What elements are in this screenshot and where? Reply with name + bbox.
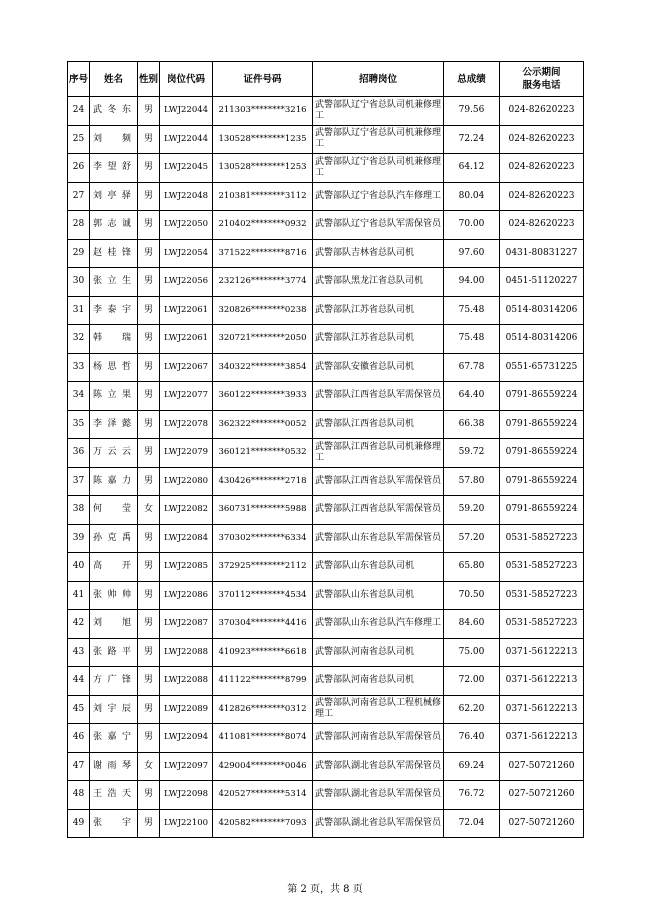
table-row: [68, 182, 584, 211]
cell-code: LWJ22045: [160, 154, 213, 183]
table-row: [68, 581, 584, 610]
cell-id: 420582********7093: [213, 809, 313, 838]
cell-seq: 44: [68, 667, 90, 696]
cell-name: 张帅帅: [90, 581, 138, 610]
cell-gender: 男: [138, 410, 160, 439]
cell-id: 210381********3112: [213, 182, 313, 211]
cell-id: 340322********3854: [213, 353, 313, 382]
table-row: [68, 154, 584, 183]
cell-post: 武警部队辽宁省总队司机兼修理工: [313, 125, 444, 154]
cell-post: 武警部队江西省总队军需保管员: [313, 382, 444, 411]
cell-post: 武警部队江西省总队司机兼修理工: [313, 439, 444, 468]
cell-name: 张嘉宁: [90, 724, 138, 753]
cell-phone: 0514-80314206: [500, 325, 584, 354]
table-row: [68, 638, 584, 667]
cell-gender: 男: [138, 809, 160, 838]
cell-code: LWJ22050: [160, 211, 213, 240]
cell-score: 65.80: [444, 553, 500, 582]
cell-gender: 男: [138, 182, 160, 211]
cell-code: LWJ22056: [160, 268, 213, 297]
cell-gender: 男: [138, 97, 160, 126]
cell-gender: 男: [138, 325, 160, 354]
cell-seq: 45: [68, 695, 90, 724]
cell-gender: 男: [138, 296, 160, 325]
cell-score: 70.50: [444, 581, 500, 610]
cell-score: 64.12: [444, 154, 500, 183]
cell-phone: 0531-58527223: [500, 581, 584, 610]
cell-code: LWJ22067: [160, 353, 213, 382]
cell-name: 刘 旭: [90, 610, 138, 639]
cell-id: 370304********4416: [213, 610, 313, 639]
cell-score: 72.04: [444, 809, 500, 838]
cell-phone: 024-82620223: [500, 97, 584, 126]
cell-id: 429004********0046: [213, 752, 313, 781]
cell-gender: 男: [138, 154, 160, 183]
cell-code: LWJ22098: [160, 781, 213, 810]
table-header-row: [68, 62, 584, 97]
cell-code: LWJ22079: [160, 439, 213, 468]
cell-id: 411122********8799: [213, 667, 313, 696]
cell-id: 320721********2050: [213, 325, 313, 354]
cell-name: 张立生: [90, 268, 138, 297]
cell-score: 75.48: [444, 296, 500, 325]
cell-gender: 女: [138, 752, 160, 781]
cell-id: 372925********2112: [213, 553, 313, 582]
cell-code: LWJ22077: [160, 382, 213, 411]
cell-post: 武警部队江西省总队军需保管员: [313, 467, 444, 496]
cell-phone: 024-82620223: [500, 182, 584, 211]
cell-code: LWJ22085: [160, 553, 213, 582]
table-row: [68, 724, 584, 753]
cell-id: 360121********0532: [213, 439, 313, 468]
cell-seq: 25: [68, 125, 90, 154]
cell-phone: 0531-58527223: [500, 553, 584, 582]
cell-post: 武警部队辽宁省总队汽车修理工: [313, 182, 444, 211]
cell-gender: 男: [138, 524, 160, 553]
cell-phone: 0531-58527223: [500, 524, 584, 553]
cell-id: 430426********2718: [213, 467, 313, 496]
cell-seq: 42: [68, 610, 90, 639]
header-gender: 性别: [138, 62, 160, 97]
cell-score: 75.48: [444, 325, 500, 354]
cell-seq: 36: [68, 439, 90, 468]
cell-name: 武冬东: [90, 97, 138, 126]
cell-id: 410923********6618: [213, 638, 313, 667]
cell-score: 59.72: [444, 439, 500, 468]
table-row: [68, 268, 584, 297]
cell-score: 66.38: [444, 410, 500, 439]
cell-score: 62.20: [444, 695, 500, 724]
cell-id: 411081********8074: [213, 724, 313, 753]
cell-phone: 0431-80831227: [500, 239, 584, 268]
cell-code: LWJ22086: [160, 581, 213, 610]
cell-code: LWJ22087: [160, 610, 213, 639]
cell-name: 方广锋: [90, 667, 138, 696]
table-row: [68, 610, 584, 639]
cell-code: LWJ22044: [160, 97, 213, 126]
table-row: [68, 125, 584, 154]
cell-phone: 0371-56122213: [500, 695, 584, 724]
table-row: [68, 496, 584, 525]
table-row: [68, 667, 584, 696]
cell-seq: 35: [68, 410, 90, 439]
cell-gender: 男: [138, 268, 160, 297]
cell-post: 武警部队湖北省总队军需保管员: [313, 781, 444, 810]
cell-id: 412826********0312: [213, 695, 313, 724]
cell-post: 武警部队山东省总队军需保管员: [313, 524, 444, 553]
table-row: [68, 353, 584, 382]
cell-gender: 男: [138, 553, 160, 582]
cell-score: 84.60: [444, 610, 500, 639]
cell-seq: 24: [68, 97, 90, 126]
cell-seq: 38: [68, 496, 90, 525]
table-row: [68, 781, 584, 810]
cell-seq: 41: [68, 581, 90, 610]
cell-id: 130528********1253: [213, 154, 313, 183]
cell-post: 武警部队河南省总队司机: [313, 638, 444, 667]
table-row: [68, 809, 584, 838]
cell-gender: 男: [138, 467, 160, 496]
cell-id: 370302********6334: [213, 524, 313, 553]
cell-name: 王浩天: [90, 781, 138, 810]
cell-score: 72.00: [444, 667, 500, 696]
table-row: [68, 97, 584, 126]
header-phone-line2: 服务电话: [522, 80, 561, 91]
cell-gender: 男: [138, 211, 160, 240]
cell-code: LWJ22044: [160, 125, 213, 154]
header-phone-line1: 公示期间: [522, 67, 561, 78]
cell-gender: 男: [138, 353, 160, 382]
cell-post: 武警部队江西省总队军需保管员: [313, 496, 444, 525]
cell-phone: 027-50721260: [500, 781, 584, 810]
cell-score: 97.60: [444, 239, 500, 268]
cell-phone: 0371-56122213: [500, 667, 584, 696]
table-row: [68, 439, 584, 468]
cell-phone: 0371-56122213: [500, 638, 584, 667]
cell-gender: 男: [138, 724, 160, 753]
cell-score: 70.00: [444, 211, 500, 240]
cell-seq: 29: [68, 239, 90, 268]
cell-name: 李望舒: [90, 154, 138, 183]
header-phone: [500, 62, 584, 97]
cell-name: 刘 频: [90, 125, 138, 154]
cell-code: LWJ22094: [160, 724, 213, 753]
cell-code: LWJ22082: [160, 496, 213, 525]
cell-name: 刘宇辰: [90, 695, 138, 724]
cell-score: 94.00: [444, 268, 500, 297]
cell-post: 武警部队辽宁省总队司机兼修理工: [313, 97, 444, 126]
cell-phone: 024-82620223: [500, 154, 584, 183]
cell-gender: 男: [138, 667, 160, 696]
cell-gender: 男: [138, 239, 160, 268]
cell-code: LWJ22078: [160, 410, 213, 439]
cell-seq: 48: [68, 781, 90, 810]
cell-name: 高 开: [90, 553, 138, 582]
cell-post: 武警部队河南省总队军需保管员: [313, 724, 444, 753]
cell-gender: 男: [138, 695, 160, 724]
cell-score: 59.20: [444, 496, 500, 525]
cell-name: 陈嘉力: [90, 467, 138, 496]
table-body: [68, 97, 584, 838]
table-row: [68, 211, 584, 240]
cell-gender: 男: [138, 638, 160, 667]
table-row: [68, 410, 584, 439]
cell-name: 郭志诚: [90, 211, 138, 240]
cell-post: 武警部队河南省总队司机: [313, 667, 444, 696]
header-score: 总成绩: [444, 62, 500, 97]
cell-seq: 43: [68, 638, 90, 667]
cell-post: 武警部队吉林省总队司机: [313, 239, 444, 268]
cell-phone: 027-50721260: [500, 809, 584, 838]
cell-id: 370112********4534: [213, 581, 313, 610]
cell-gender: 男: [138, 439, 160, 468]
cell-seq: 40: [68, 553, 90, 582]
table-row: [68, 695, 584, 724]
cell-id: 362322********0052: [213, 410, 313, 439]
cell-seq: 34: [68, 382, 90, 411]
cell-phone: 0791-86559224: [500, 496, 584, 525]
cell-id: 320826********0238: [213, 296, 313, 325]
cell-id: 211303********3216: [213, 97, 313, 126]
page-footer: 第 2 页，共 8 页: [287, 884, 363, 895]
cell-phone: 0451-51120227: [500, 268, 584, 297]
cell-code: LWJ22088: [160, 667, 213, 696]
cell-seq: 26: [68, 154, 90, 183]
table-row: [68, 467, 584, 496]
cell-code: LWJ22048: [160, 182, 213, 211]
cell-name: 陈立果: [90, 382, 138, 411]
table-row: [68, 553, 584, 582]
cell-code: LWJ22061: [160, 296, 213, 325]
cell-code: LWJ22088: [160, 638, 213, 667]
cell-phone: 0791-86559224: [500, 410, 584, 439]
cell-name: 刘亭驿: [90, 182, 138, 211]
cell-score: 64.40: [444, 382, 500, 411]
cell-name: 万云云: [90, 439, 138, 468]
cell-post: 武警部队辽宁省总队司机兼修理工: [313, 154, 444, 183]
cell-gender: 男: [138, 781, 160, 810]
cell-seq: 28: [68, 211, 90, 240]
cell-code: LWJ22097: [160, 752, 213, 781]
cell-score: 57.20: [444, 524, 500, 553]
cell-score: 79.56: [444, 97, 500, 126]
table-row: [68, 239, 584, 268]
cell-seq: 27: [68, 182, 90, 211]
cell-seq: 49: [68, 809, 90, 838]
cell-seq: 47: [68, 752, 90, 781]
header-post: 招聘岗位: [313, 62, 444, 97]
cell-seq: 39: [68, 524, 90, 553]
header-name: 姓名: [90, 62, 138, 97]
cell-post: 武警部队山东省总队司机: [313, 581, 444, 610]
cell-name: 孙克禹: [90, 524, 138, 553]
cell-score: 72.24: [444, 125, 500, 154]
cell-phone: 0551-65731225: [500, 353, 584, 382]
cell-phone: 0791-86559224: [500, 382, 584, 411]
cell-score: 76.40: [444, 724, 500, 753]
cell-score: 75.00: [444, 638, 500, 667]
cell-id: 232126********3774: [213, 268, 313, 297]
header-code: 岗位代码: [160, 62, 213, 97]
cell-seq: 30: [68, 268, 90, 297]
cell-id: 420527********5314: [213, 781, 313, 810]
cell-phone: 024-82620223: [500, 211, 584, 240]
cell-phone: 0531-58527223: [500, 610, 584, 639]
cell-gender: 男: [138, 125, 160, 154]
cell-id: 360731********5988: [213, 496, 313, 525]
cell-id: 130528********1235: [213, 125, 313, 154]
header-id: 证件号码: [213, 62, 313, 97]
cell-code: LWJ22100: [160, 809, 213, 838]
cell-post: 武警部队河南省总队工程机械修理工: [313, 695, 444, 724]
cell-score: 57.80: [444, 467, 500, 496]
cell-post: 武警部队黑龙江省总队司机: [313, 268, 444, 297]
cell-post: 武警部队安徽省总队司机: [313, 353, 444, 382]
cell-name: 张路平: [90, 638, 138, 667]
cell-seq: 37: [68, 467, 90, 496]
cell-score: 80.04: [444, 182, 500, 211]
cell-code: LWJ22089: [160, 695, 213, 724]
header-seq: 序号: [68, 62, 90, 97]
cell-gender: 男: [138, 581, 160, 610]
cell-code: LWJ22084: [160, 524, 213, 553]
cell-post: 武警部队江苏省总队司机: [313, 325, 444, 354]
cell-name: 张 宇: [90, 809, 138, 838]
cell-code: LWJ22061: [160, 325, 213, 354]
cell-code: LWJ22054: [160, 239, 213, 268]
cell-gender: 男: [138, 382, 160, 411]
cell-post: 武警部队山东省总队司机: [313, 553, 444, 582]
cell-phone: 0791-86559224: [500, 439, 584, 468]
table-row: [68, 296, 584, 325]
cell-name: 何 莹: [90, 496, 138, 525]
table-row: [68, 524, 584, 553]
cell-id: 210402********0932: [213, 211, 313, 240]
cell-id: 360122********3933: [213, 382, 313, 411]
cell-score: 69.24: [444, 752, 500, 781]
cell-seq: 31: [68, 296, 90, 325]
cell-post: 武警部队江西省总队司机: [313, 410, 444, 439]
cell-phone: 0371-56122213: [500, 724, 584, 753]
cell-post: 武警部队山东省总队汽车修理工: [313, 610, 444, 639]
cell-name: 杨思哲: [90, 353, 138, 382]
cell-post: 武警部队湖北省总队军需保管员: [313, 809, 444, 838]
table-row: [68, 325, 584, 354]
cell-name: 李泰宇: [90, 296, 138, 325]
table-row: [68, 382, 584, 411]
cell-name: 李泽懿: [90, 410, 138, 439]
cell-post: 武警部队辽宁省总队军需保管员: [313, 211, 444, 240]
cell-name: 韩 瑞: [90, 325, 138, 354]
cell-phone: 024-82620223: [500, 125, 584, 154]
results-table: [67, 61, 584, 838]
cell-seq: 33: [68, 353, 90, 382]
cell-score: 76.72: [444, 781, 500, 810]
cell-id: 371522********8716: [213, 239, 313, 268]
cell-gender: 男: [138, 610, 160, 639]
cell-phone: 0791-86559224: [500, 467, 584, 496]
cell-phone: 0514-80314206: [500, 296, 584, 325]
cell-code: LWJ22080: [160, 467, 213, 496]
cell-score: 67.78: [444, 353, 500, 382]
cell-name: 赵桂锋: [90, 239, 138, 268]
cell-phone: 027-50721260: [500, 752, 584, 781]
table-row: [68, 752, 584, 781]
cell-post: 武警部队江苏省总队司机: [313, 296, 444, 325]
cell-gender: 女: [138, 496, 160, 525]
cell-seq: 46: [68, 724, 90, 753]
cell-name: 谢雨琴: [90, 752, 138, 781]
cell-post: 武警部队湖北省总队军需保管员: [313, 752, 444, 781]
cell-seq: 32: [68, 325, 90, 354]
